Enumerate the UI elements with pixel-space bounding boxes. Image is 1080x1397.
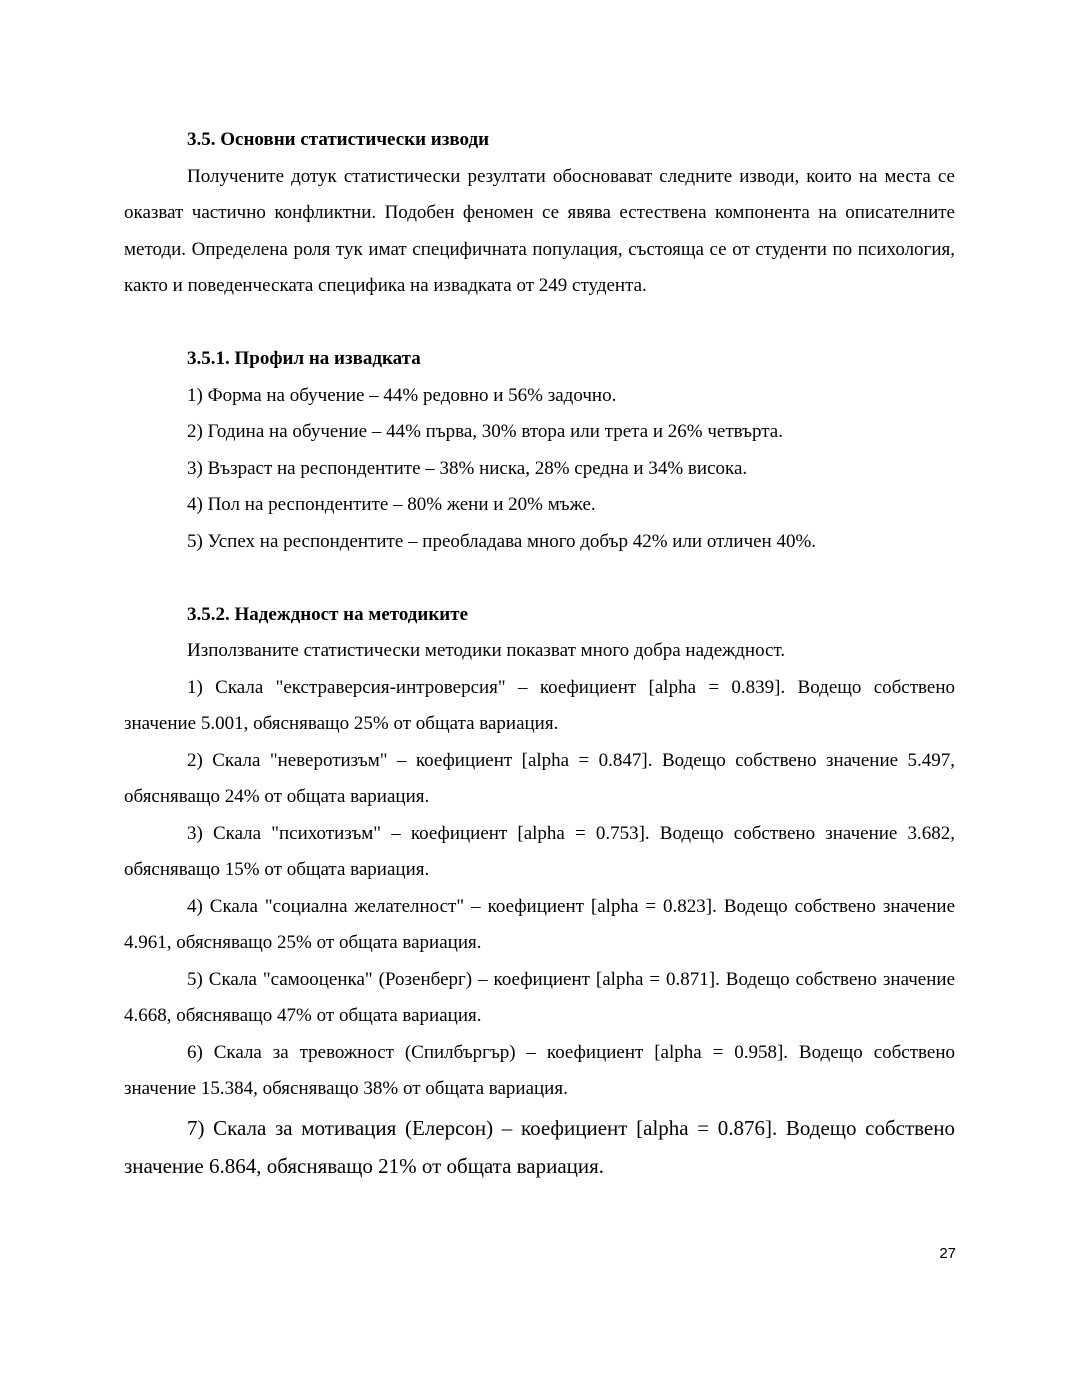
profile-item: 2) Година на обучение – 44% първа, 30% втора или трета и 26% четвърта. bbox=[187, 421, 783, 442]
scale-item: 6) Скала за тревожност (Спилбъргър) – коефициент [alpha = 0.958]. Водещо собствено значение 15.384, обясняващо 38% от общата вариация. bbox=[124, 1041, 955, 1099]
scale-item: 5) Скала "самооценка" (Розенберг) – коефициент [alpha = 0.871]. Водещо собствено значение 4.668, обясняващо 47% от общата вариация. bbox=[124, 968, 955, 1026]
section-intro-paragraph: Получените дотук статистически резултати обосновават следните изводи, които на места се оказват частично конфликтни. Подобен феномен се явява естествена компонента на описателните методи. Определена роля тук имат специфичната популация, състояща се от студенти по психология, както и поведенческата специфика на извадката от 249 студента. bbox=[124, 165, 955, 296]
scale-item: 3) Скала "психотизъм" – коефициент [alpha = 0.753]. Водещо собствено значение 3.682, обясняващо 15% от общата вариация. bbox=[124, 822, 955, 880]
spacer bbox=[124, 305, 955, 342]
scale-item: 4) Скала "социална желателност" – коефициент [alpha = 0.823]. Водещо собствено значение 4.961, обясняващо 25% от общата вариация. bbox=[124, 895, 955, 953]
profile-item: 4) Пол на респондентите – 80% жени и 20% мъже. bbox=[187, 494, 596, 515]
scale-item: 7) Скала за мотивация (Елерсон) – коефициент [alpha = 0.876]. Водещо собствено значение 6.864, обясняващо 21% от общата вариация. bbox=[124, 1115, 955, 1178]
scale-item: 2) Скала "неверотизъм" – коефициент [alpha = 0.847]. Водещо собствено значение 5.497, обясняващо 24% от общата вариация. bbox=[124, 749, 955, 807]
reliability-heading: 3.5.2. Надеждност на методиките bbox=[187, 603, 469, 625]
profile-item: 5) Успех на респондентите – преобладава много добър 42% или отличен 40%. bbox=[187, 530, 817, 552]
page-number: 27 bbox=[939, 1245, 956, 1262]
profile-item: 3) Възраст на респондентите – 38% ниска, 28% средна и 34% висока. bbox=[187, 457, 748, 479]
reliability-intro: Използваните статистически методики показват много добра надеждност. bbox=[187, 640, 786, 661]
scale-item: 1) Скала "екстраверсия-интроверсия" – коефициент [alpha = 0.839]. Водещо собствено значение 5.001, обясняващо 25% от общата вариация. bbox=[124, 676, 955, 734]
page-content bbox=[124, 122, 955, 1185]
spacer bbox=[124, 560, 955, 597]
profile-heading: 3.5.1. Профил на извадката bbox=[187, 348, 421, 369]
profile-item: 1) Форма на обучение – 44% редовно и 56% задочно. bbox=[187, 384, 617, 406]
section-heading: 3.5. Основни статистически изводи bbox=[187, 129, 490, 150]
